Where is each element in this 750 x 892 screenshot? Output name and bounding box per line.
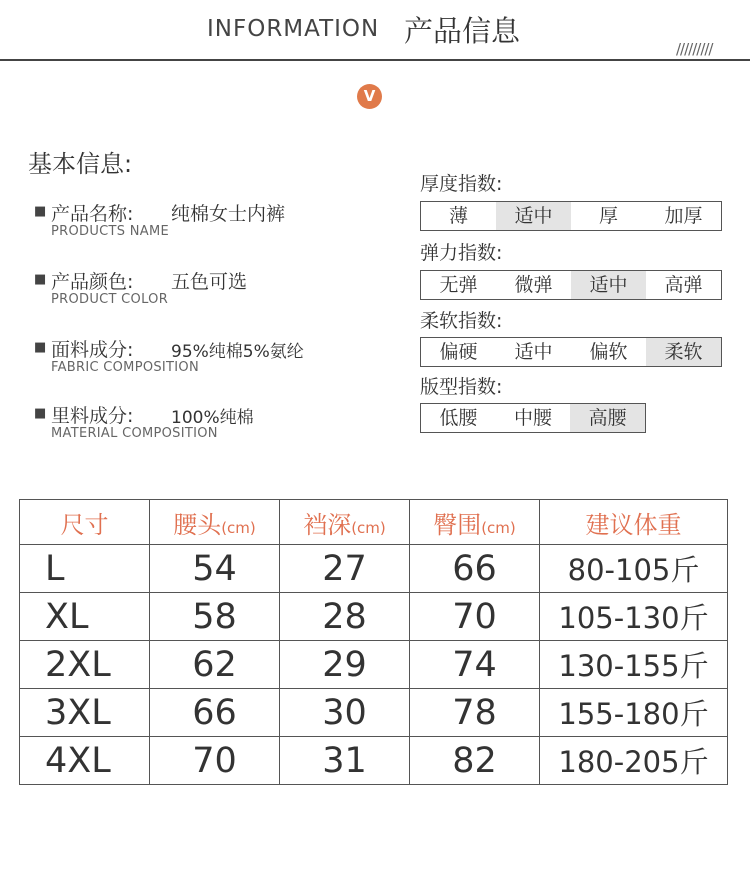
info-value: 纯棉女士内裤: [171, 203, 286, 225]
waist-cell: 70: [150, 737, 280, 785]
weight-cell: 105-130斤: [540, 593, 728, 641]
scale-option: 厚: [598, 205, 618, 227]
weight-cell: 130-155斤: [540, 641, 728, 689]
elasticity-index-scale: [420, 270, 722, 300]
thickness-index-scale: [420, 201, 722, 231]
table-row: [20, 593, 728, 641]
scale-option: 低腰: [439, 407, 478, 429]
info-sublabel: MATERIAL COMPOSITION: [51, 426, 218, 441]
header-waist: 腰头(cm): [150, 500, 280, 545]
table-row: [20, 737, 728, 785]
waist-cell: 62: [150, 641, 280, 689]
waist-cell: 58: [150, 593, 280, 641]
scale-option: 加厚: [664, 205, 703, 227]
hip-cell: 78: [410, 689, 540, 737]
rise-cell: 28: [280, 593, 410, 641]
weight-cell: 80-105斤: [540, 545, 728, 593]
hip-cell: 70: [410, 593, 540, 641]
header-divider: [0, 59, 750, 61]
basic-info-title: 基本信息:: [28, 150, 133, 178]
hip-cell: 82: [410, 737, 540, 785]
size-cell: L: [20, 545, 150, 593]
size-table: [19, 499, 728, 785]
scale-option-selected: 柔软: [646, 338, 721, 366]
softness-index-label: 柔软指数:: [420, 310, 503, 332]
scale-option: 偏软: [589, 341, 628, 363]
softness-index-scale: [420, 337, 722, 367]
bullet-icon: ■: [34, 204, 47, 219]
thickness-index-label: 厚度指数:: [420, 173, 503, 195]
scale-option-selected: 适中: [571, 271, 646, 299]
info-label: 产品颜色:: [51, 271, 134, 293]
waist-cell: 54: [150, 545, 280, 593]
size-table-header: [20, 500, 728, 545]
scale-option: 微弹: [514, 274, 553, 296]
bullet-icon: ■: [34, 340, 47, 355]
info-value: 五色可选: [171, 271, 248, 293]
info-value: 95%纯棉5%氨纶: [171, 342, 304, 362]
header-hatch-decoration: /////////: [676, 40, 713, 58]
fit-index-label: 版型指数:: [420, 376, 503, 398]
info-label: 产品名称:: [51, 203, 134, 225]
rise-cell: 30: [280, 689, 410, 737]
scale-option: 无弹: [439, 274, 478, 296]
info-value: 100%纯棉: [171, 408, 254, 428]
info-sublabel: FABRIC COMPOSITION: [51, 360, 199, 375]
info-sublabel: PRODUCTS NAME: [51, 224, 169, 239]
table-row: [20, 689, 728, 737]
waist-cell: 66: [150, 689, 280, 737]
scale-option: 适中: [514, 341, 553, 363]
scale-option: 中腰: [514, 407, 553, 429]
scale-option: 高弹: [664, 274, 703, 296]
bullet-icon: ■: [34, 406, 47, 421]
weight-cell: 180-205斤: [540, 737, 728, 785]
info-label: 里料成分:: [51, 405, 134, 427]
header-weight: 建议体重: [540, 500, 728, 545]
elasticity-index-label: 弹力指数:: [420, 242, 503, 264]
scale-option: 薄: [448, 205, 468, 227]
size-cell: 3XL: [20, 689, 150, 737]
rise-cell: 29: [280, 641, 410, 689]
rise-cell: 31: [280, 737, 410, 785]
v-badge-icon: V: [357, 84, 382, 109]
info-sublabel: PRODUCT COLOR: [51, 292, 169, 307]
title-chinese: 产品信息: [404, 14, 521, 48]
scale-option: 偏硬: [439, 341, 478, 363]
size-cell: 2XL: [20, 641, 150, 689]
size-cell: 4XL: [20, 737, 150, 785]
info-label: 面料成分:: [51, 339, 134, 361]
scale-option-selected: 高腰: [570, 404, 645, 432]
header-size: 尺寸: [20, 500, 150, 545]
header-rise: 裆深(cm): [280, 500, 410, 545]
fit-index-scale: [420, 403, 646, 433]
scale-option-selected: 适中: [496, 202, 571, 230]
hip-cell: 74: [410, 641, 540, 689]
title-english: INFORMATION: [207, 16, 380, 42]
header-hip: 臀围(cm): [410, 500, 540, 545]
bullet-icon: ■: [34, 272, 47, 287]
size-cell: XL: [20, 593, 150, 641]
table-row: [20, 641, 728, 689]
weight-cell: 155-180斤: [540, 689, 728, 737]
table-row: [20, 545, 728, 593]
rise-cell: 27: [280, 545, 410, 593]
hip-cell: 66: [410, 545, 540, 593]
